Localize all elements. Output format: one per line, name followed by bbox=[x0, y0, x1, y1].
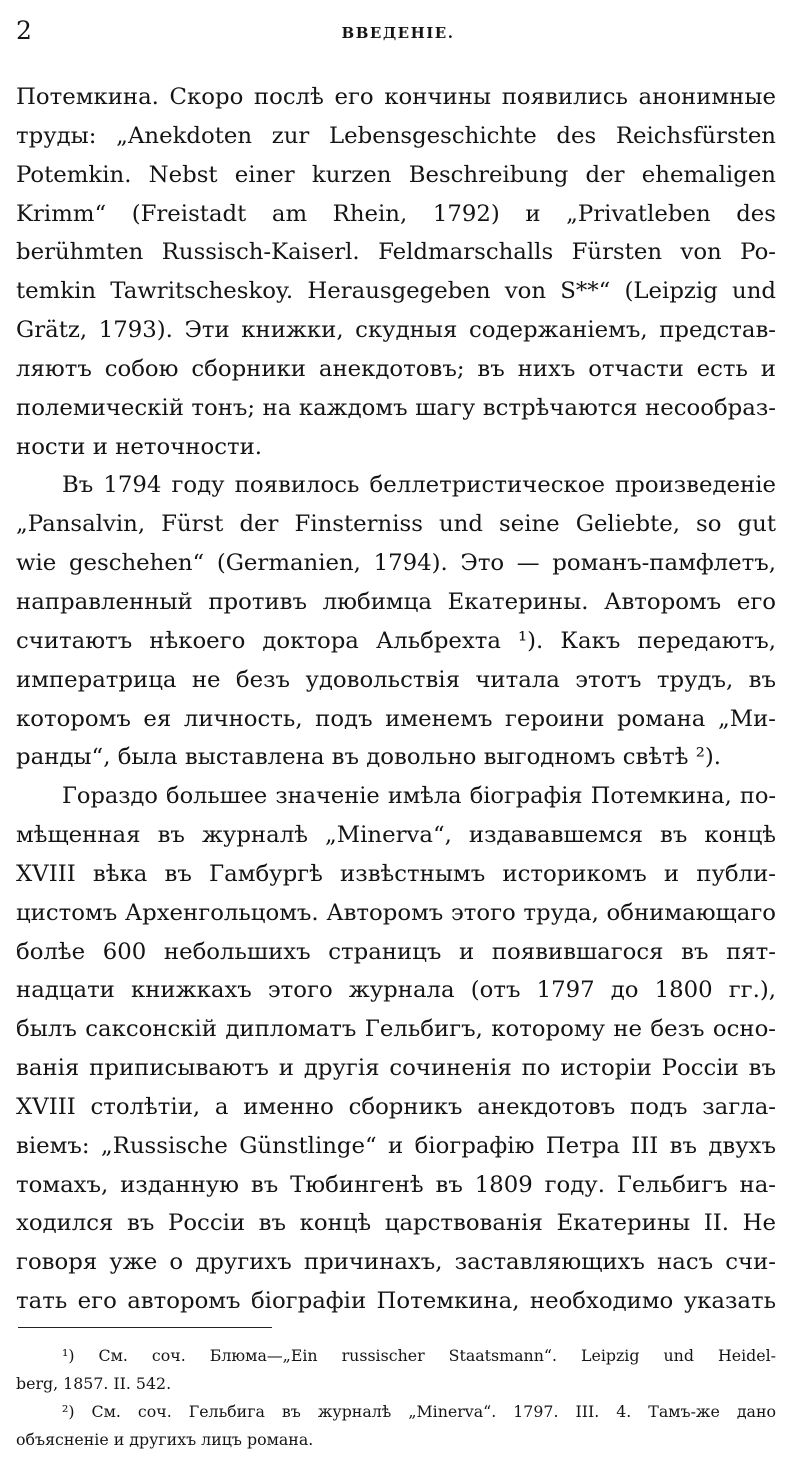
paragraph bbox=[16, 78, 776, 466]
page-number: 2 bbox=[16, 16, 32, 45]
text-line: ности и неточности. bbox=[16, 433, 263, 460]
text-line: полемическій тонъ; на каждомъ шагу встрѣчаются несообраз- bbox=[16, 394, 776, 421]
text-line: цистомъ Архенгольцомъ. Авторомъ этого труда, обнимающаго bbox=[16, 899, 776, 926]
text-line: тать его авторомъ біографіи Потемкина, необходимо указать bbox=[16, 1288, 776, 1315]
text-line: Grätz, 1793). Эти книжки, скудныя содержаніемъ, представ- bbox=[16, 317, 776, 344]
text-line: berühmten Russisch-Kaiserl. Feldmarschalls Fürsten von Po- bbox=[16, 239, 776, 266]
text-line: Krimm“ (Freistadt am Rhein, 1792) и „Privatleben des bbox=[16, 200, 776, 227]
page-header bbox=[16, 14, 780, 50]
footnote bbox=[16, 1342, 776, 1398]
text-line: былъ саксонскій дипломатъ Гельбигъ, которому не безъ осно- bbox=[16, 1016, 776, 1043]
text-line: направленный противъ любимца Екатерины. Авторомъ его bbox=[16, 588, 776, 615]
footnote-line: объясненіе и другихъ лицъ романа. bbox=[16, 1430, 314, 1449]
text-line: віемъ: „Russische Günstlinge“ и біографію Петра III въ двухъ bbox=[16, 1132, 776, 1159]
text-line: надцати книжкахъ этого журнала (отъ 1797 до 1800 гг.), bbox=[16, 977, 776, 1004]
body-text bbox=[16, 78, 776, 1321]
text-line: томахъ, изданную въ Тюбингенѣ въ 1809 году. Гельбигъ на- bbox=[16, 1171, 776, 1198]
text-line: XVIII столѣтіи, а именно сборникъ анекдотовъ подъ загла- bbox=[16, 1093, 776, 1120]
text-line: болѣе 600 небольшихъ страницъ и появившагося въ пят- bbox=[16, 938, 776, 965]
footnote bbox=[16, 1398, 776, 1454]
text-line: ляютъ собою сборники анекдотовъ; въ нихъ отчасти есть и bbox=[16, 355, 776, 382]
text-line: Potemkin. Nebst einer kurzen Beschreibung der ehemaligen bbox=[16, 161, 776, 188]
text-line: ванія приписываютъ и другія сочиненія по исторіи Россіи въ bbox=[16, 1055, 776, 1082]
text-line: считаютъ нѣкоего доктора Альбрехта ¹). Какъ передаютъ, bbox=[16, 627, 776, 654]
text-line: temkin Tawritscheskoy. Herausgegeben von S**“ (Leipzig und bbox=[16, 278, 776, 305]
footnote-line: ²) См. соч. Гельбига въ журналѣ „Minerva“. 1797. III. 4. Тамъ-же дано bbox=[62, 1402, 776, 1421]
text-line: „Pansalvin, Fürst der Finsterniss und seine Geliebte, so gut bbox=[16, 511, 776, 538]
text-line: wie geschehen“ (Germanien, 1794). Это — романъ-памфлетъ, bbox=[16, 550, 776, 577]
text-line: Гораздо большее значеніе имѣла біографія Потемкина, по- bbox=[62, 783, 776, 810]
text-line: мѣщенная въ журналѣ „Minerva“, издававшемся въ концѣ bbox=[16, 822, 776, 849]
text-line: которомъ ея личность, подъ именемъ героини романа „Ми- bbox=[16, 705, 776, 732]
text-line: Потемкина. Скоро послѣ его кончины появились анонимные bbox=[16, 84, 776, 110]
running-head: ВВЕДЕНІЕ. bbox=[341, 24, 455, 42]
text-line: труды: „Anekdoten zur Lebensgeschichte des Reichsfürsten bbox=[16, 122, 776, 149]
text-line: ходился въ Россіи въ концѣ царствованія Екатерины II. Не bbox=[16, 1210, 776, 1237]
paragraph bbox=[16, 466, 776, 777]
footnote-line: berg, 1857. II. 542. bbox=[16, 1374, 172, 1393]
text-line: говоря уже о другихъ причинахъ, заставляющихъ насъ счи- bbox=[16, 1249, 776, 1276]
paragraph bbox=[16, 777, 776, 1321]
footnotes bbox=[16, 1342, 776, 1454]
text-line: ранды“, была выставлена въ довольно выгодномъ свѣтѣ ²). bbox=[16, 744, 721, 771]
footnote-line: ¹) См. соч. Блюма—„Ein russischer Staatsmann“. Leipzig und Heidel- bbox=[62, 1346, 776, 1365]
text-line: императрица не безъ удовольствія читала этотъ трудъ, въ bbox=[16, 666, 776, 693]
footnote-divider bbox=[18, 1327, 272, 1328]
text-line: XVIII вѣка въ Гамбургѣ извѣстнымъ историкомъ и публи- bbox=[16, 860, 776, 887]
text-line: Въ 1794 году появилось беллетристическое произведеніе bbox=[62, 472, 776, 499]
